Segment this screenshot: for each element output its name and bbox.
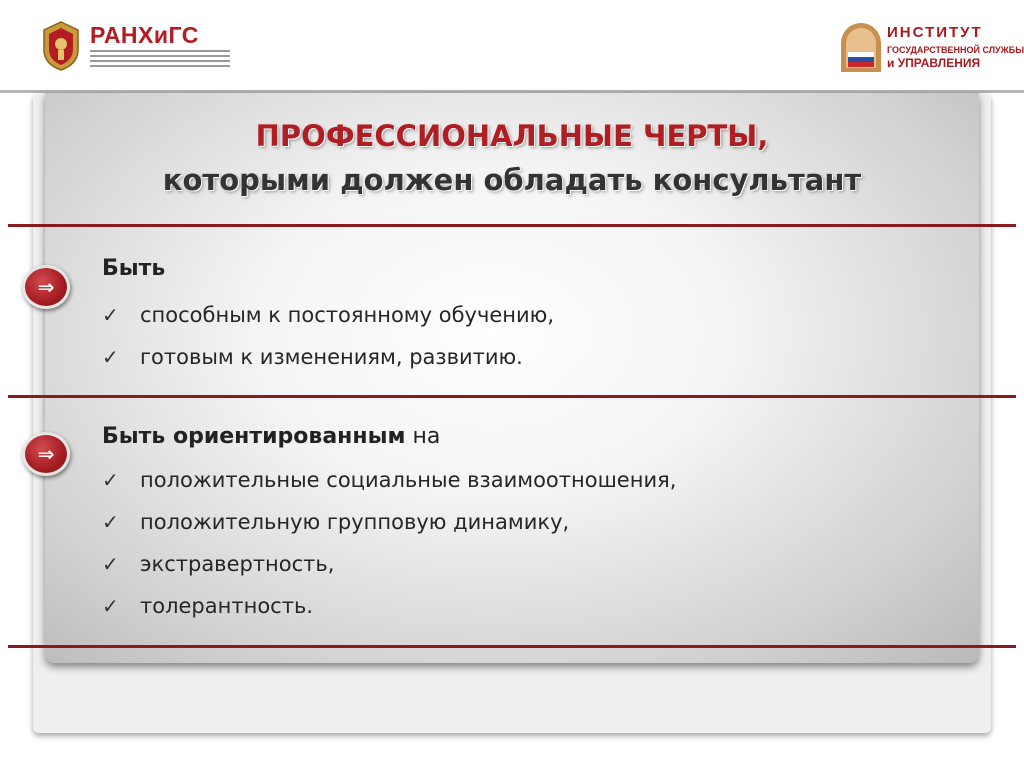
section-heading <box>102 424 440 449</box>
institute-logo <box>840 22 1024 74</box>
checkmark-icon: ✓ <box>102 303 119 327</box>
list-item-text: экстравертность, <box>140 552 335 576</box>
checkmark-icon: ✓ <box>102 594 119 618</box>
checkmark-icon: ✓ <box>102 552 119 576</box>
list-item <box>102 301 554 343</box>
double-arrow-right-icon: ⇒ <box>22 432 70 476</box>
ranepa-fine-print <box>90 50 230 70</box>
list-item-text: способным к постоянному обучению, <box>140 303 555 327</box>
slide-header <box>0 0 1024 90</box>
section-heading-bold: Быть ориентированным <box>102 424 406 449</box>
list-item <box>102 592 676 634</box>
list-item-text: толерантность. <box>140 594 313 618</box>
divider-rule <box>8 645 1016 648</box>
list-item-text: положительную групповую динамику, <box>140 510 570 534</box>
list-item <box>102 508 676 550</box>
list-item-text: положительные социальные взаимоотношения, <box>140 468 677 492</box>
divider-rule <box>8 224 1016 227</box>
section-heading-bold: Быть <box>102 256 166 281</box>
institute-subtitle-line1: ГОСУДАРСТВЕННОЙ СЛУЖБЫ <box>887 45 1024 55</box>
double-arrow-right-icon: ⇒ <box>22 265 70 309</box>
list-item-text: готовым к изменениям, развитию. <box>140 345 523 369</box>
slide-title-line1: ПРОФЕССИОНАЛЬНЫЕ ЧЕРТЫ, <box>255 119 769 153</box>
list-item <box>102 550 676 592</box>
checkmark-icon: ✓ <box>102 468 119 492</box>
checkmark-icon: ✓ <box>102 345 119 369</box>
section-heading <box>102 256 165 281</box>
bullet-list <box>102 301 554 385</box>
ranepa-logo <box>40 20 230 72</box>
divider-rule <box>8 395 1016 398</box>
slide-title-line2: которыми должен обладать консультант <box>162 163 862 197</box>
institute-subtitle-line2: и УПРАВЛЕНИЯ <box>887 56 981 70</box>
bullet-list <box>102 466 676 634</box>
list-item <box>102 343 554 385</box>
slide-title <box>0 114 1024 202</box>
institute-emblem-icon <box>840 22 882 74</box>
ranepa-wordmark: РАНХиГС <box>90 22 199 48</box>
ranepa-emblem-icon <box>40 20 82 72</box>
section-heading-rest: на <box>405 424 441 449</box>
checkmark-icon: ✓ <box>102 510 119 534</box>
institute-title: ИНСТИТУТ <box>887 24 983 41</box>
list-item <box>102 466 676 508</box>
